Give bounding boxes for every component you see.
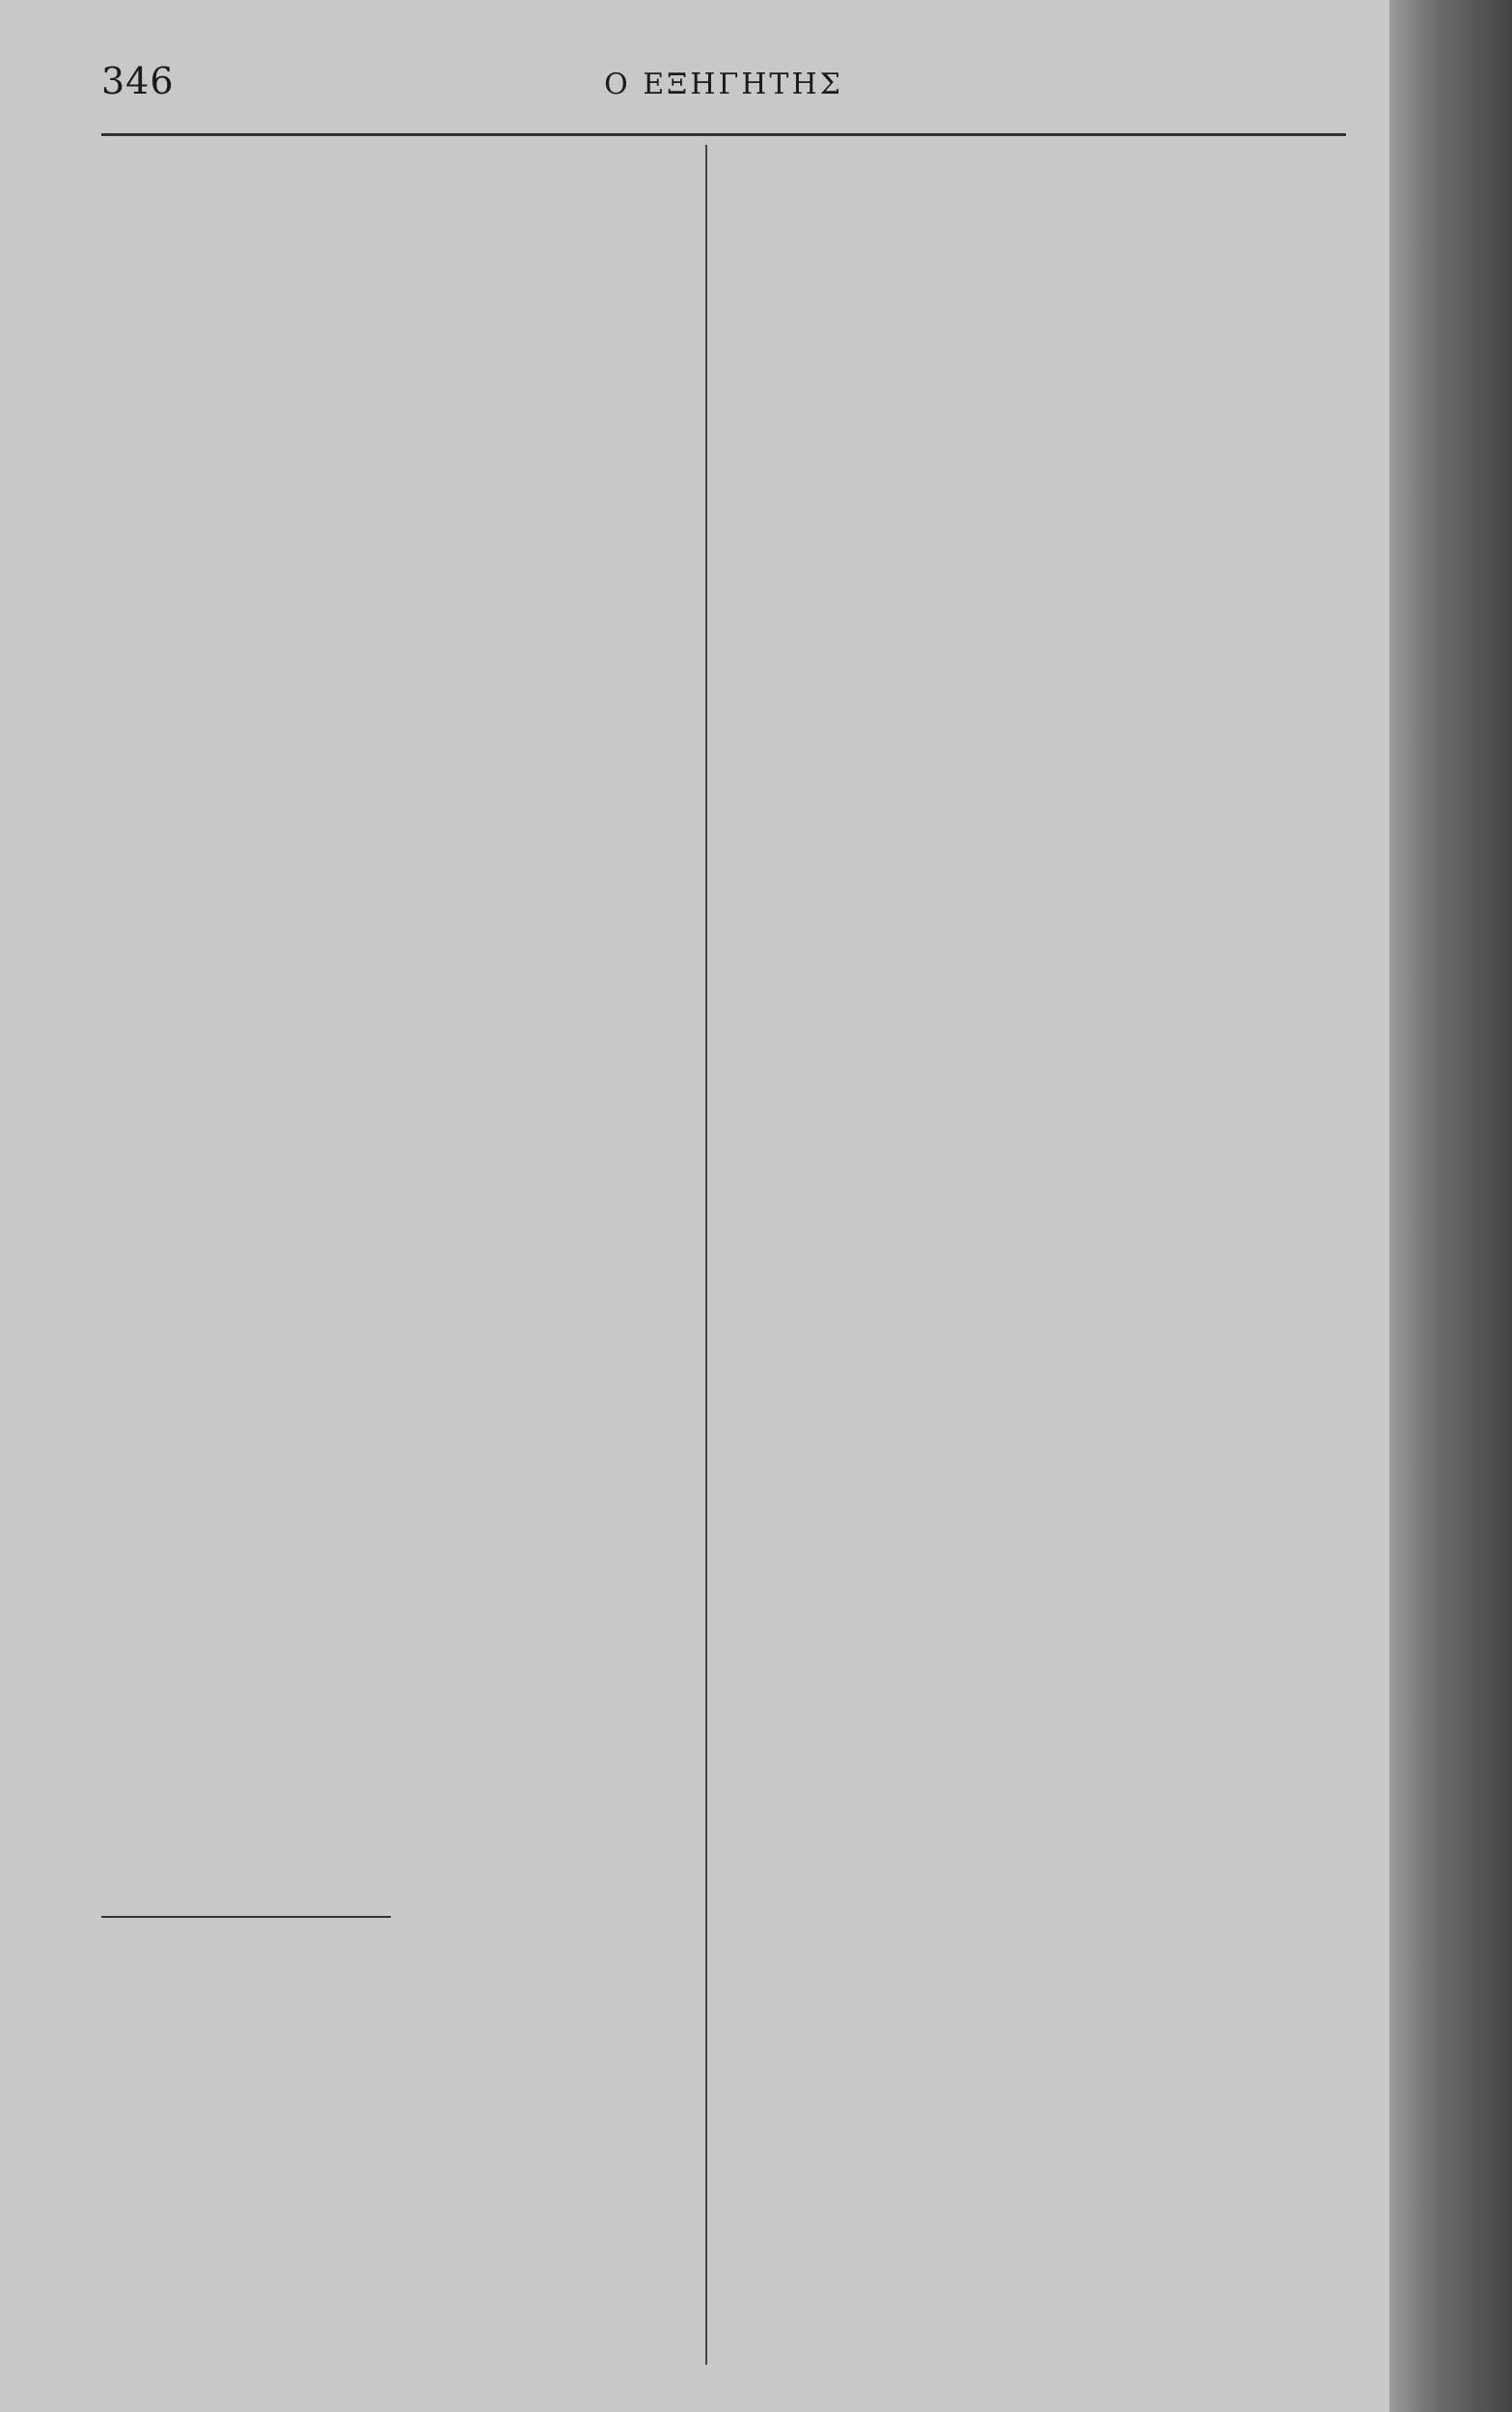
footnote-rule [101, 1916, 391, 1918]
running-title: Ο ΕΞΗΓΗΤΗΣ [604, 68, 843, 101]
book-binding-edge [1389, 0, 1512, 2412]
header-rule [101, 133, 1346, 136]
page-number: 346 [101, 60, 175, 102]
footnote-text [101, 1930, 695, 2191]
left-column-text [101, 145, 695, 1892]
right-column-text [719, 145, 1322, 2365]
page-header [101, 60, 1346, 118]
column-divider [705, 145, 707, 2365]
